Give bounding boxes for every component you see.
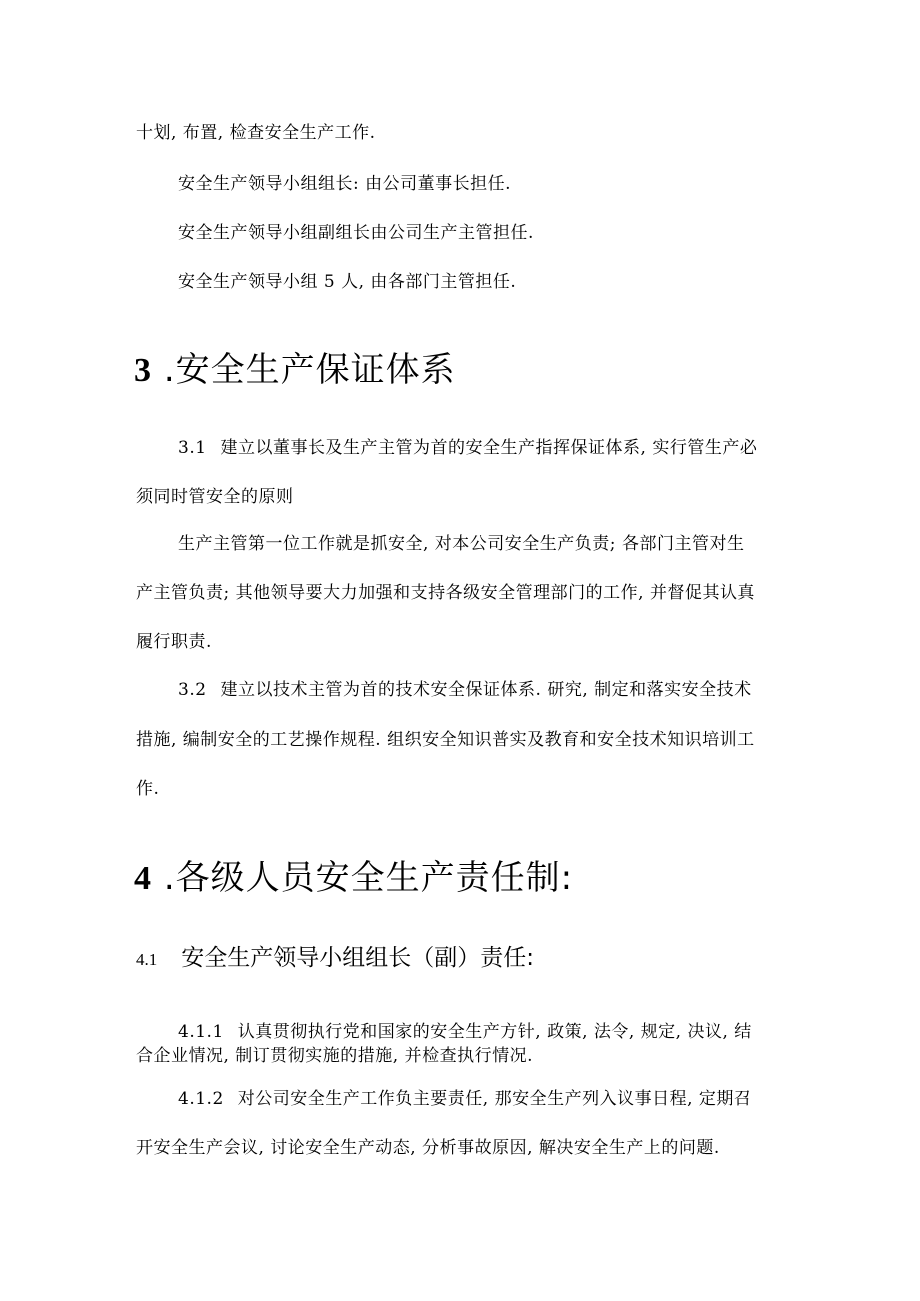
- section-3-heading: [134, 348, 456, 393]
- section-title: .各级人员安全生产责任制:: [163, 858, 574, 898]
- paragraph-4-1-1-line: [178, 1020, 752, 1044]
- text-line: 十划, 布置, 检查安全生产工作.: [136, 123, 376, 143]
- subsection-title: 安全生产领导小组组长（副）责任:: [181, 945, 534, 971]
- paragraph-3-2-line: [178, 678, 752, 702]
- text-line: 生产主管第一位工作就是抓安全, 对本公司安全生产负责; 各部门主管对生: [178, 534, 745, 554]
- paragraph-4-1-2-line: [178, 1087, 751, 1111]
- clause-text: 认真贯彻执行党和国家的安全生产方针, 政策, 法令, 规定, 决议, 结: [237, 1022, 752, 1042]
- text-line: 须同时管安全的原则: [136, 487, 294, 507]
- text-line: 安全生产领导小组 5 人, 由各部门主管担任.: [178, 272, 517, 292]
- clause-number: 3.1: [178, 438, 207, 458]
- text-line: 产主管负责; 其他领导要大力加强和支持各级安全管理部门的工作, 并督促其认真: [136, 583, 755, 603]
- text-line: 安全生产领导小组组长: 由公司董事长担任.: [178, 174, 512, 194]
- subsection-4-1-heading: [136, 942, 534, 976]
- text-line: 开安全生产会议, 讨论安全生产动态, 分析事故原因, 解决安全生产上的问题.: [136, 1138, 720, 1158]
- section-number: 3: [134, 352, 152, 389]
- text-line: 履行职责.: [136, 632, 212, 652]
- paragraph-3-1-line: [178, 436, 757, 460]
- clause-text: 建立以技术主管为首的技术安全保证体系. 研究, 制定和落实安全技术: [220, 680, 752, 700]
- clause-number: 4.1.1: [178, 1022, 224, 1042]
- clause-text: 对公司安全生产工作负主要责任, 那安全生产列入议事日程, 定期召: [237, 1089, 752, 1109]
- clause-number: 3.2: [178, 680, 207, 700]
- section-4-heading: [134, 856, 573, 901]
- section-number: 4: [134, 860, 152, 897]
- text-line: 合企业情况, 制订贯彻实施的措施, 并检查执行情况.: [136, 1046, 534, 1066]
- clause-text: 建立以董事长及生产主管为首的安全生产指挥保证体系, 实行管生产必: [220, 438, 758, 458]
- text-line: 安全生产领导小组副组长由公司生产主管担任.: [178, 223, 534, 243]
- text-line: 作.: [136, 779, 160, 799]
- section-title: .安全生产保证体系: [163, 350, 456, 390]
- text-line: 措施, 编制安全的工艺操作规程. 组织安全知识普实及教育和安全技术知识培训工: [136, 730, 755, 750]
- subsection-number: 4.1: [136, 950, 158, 969]
- clause-number: 4.1.2: [178, 1089, 224, 1109]
